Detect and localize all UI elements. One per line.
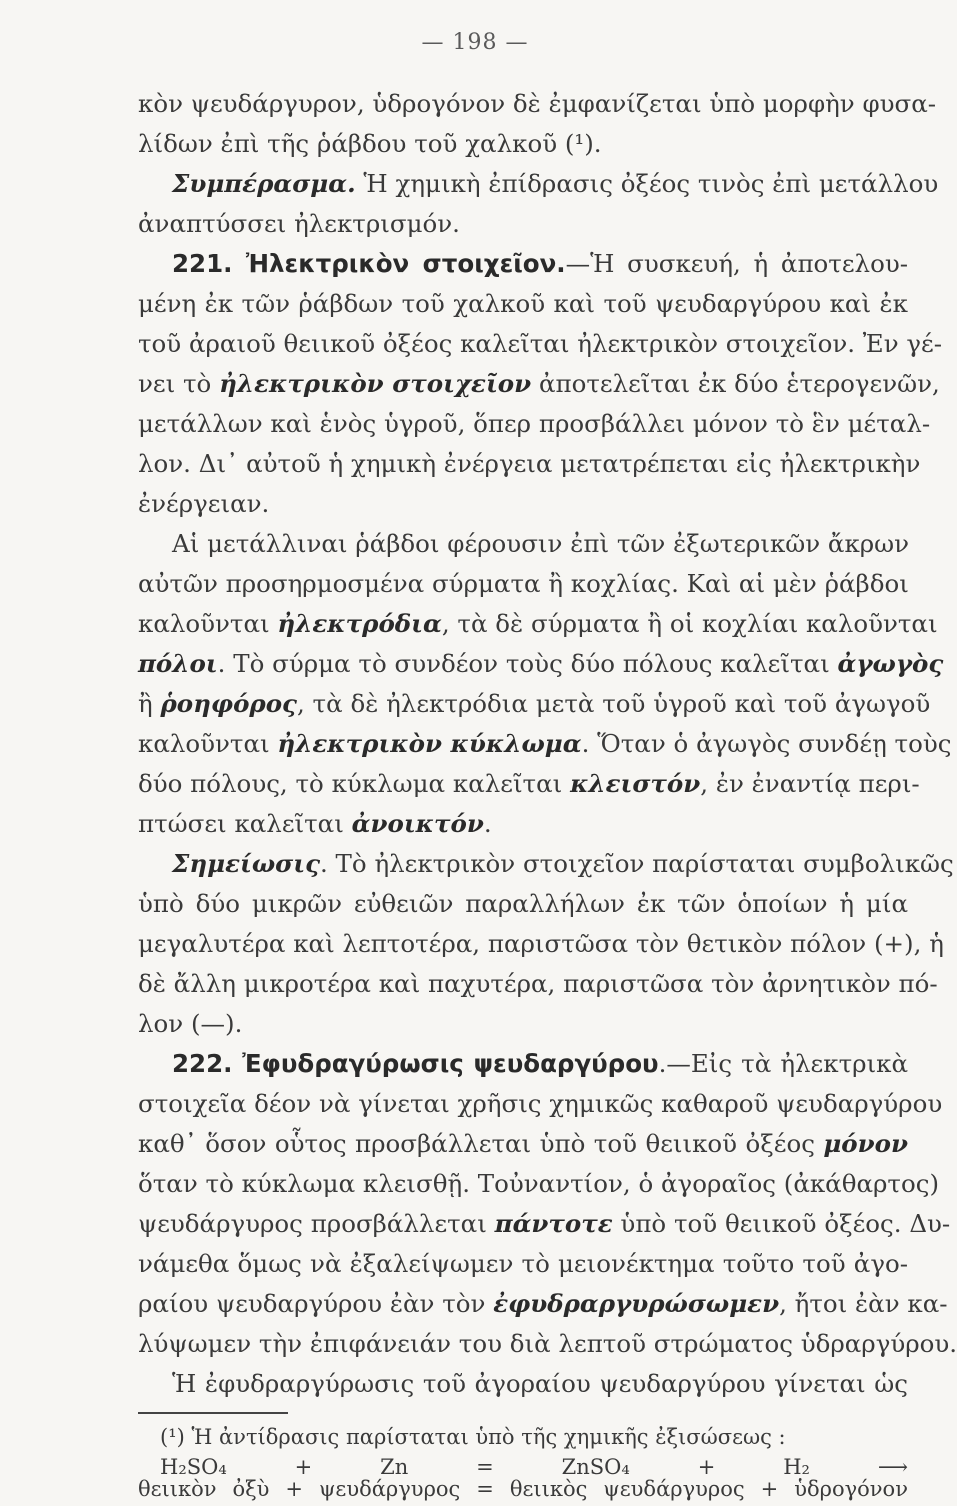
- page-number: — 198 —: [421, 30, 529, 55]
- emphasis-term: κλειστόν: [570, 769, 701, 798]
- section-heading-line: 222. Ἐφυδραγύρωσις ψευδαργύρου.—Εἰς τὰ ἠλεκτρικὰ: [172, 1049, 908, 1078]
- text-line: λύψωμεν τὴν ἐπιφάνειάν του διὰ λεπτοῦ στρώματος ὑδραργύρου.: [138, 1329, 957, 1358]
- paragraph-start-line: Σημείωσις. Τὸ ἠλεκτρικὸν στοιχεῖον παρίσταται συμβολικῶς: [172, 849, 954, 878]
- text-line: ἐνέργειαν.: [138, 489, 270, 518]
- text-line: ὑπὸ δύο μικρῶν εὐθειῶν παραλλήλων ἐκ τῶν ὁποίων ἡ μία: [138, 889, 908, 918]
- text-line: πόλοι. Τὸ σύρμα τὸ συνδέον τοὺς δύο πόλους καλεῖται ἀγωγὸς: [138, 649, 944, 678]
- text-line: πτώσει καλεῖται ἀνοικτόν.: [138, 809, 492, 838]
- text-line: δὲ ἄλλη μικροτέρα καὶ παχυτέρα, παριστῶσα τὸν ἀρνητικὸν πό-: [138, 969, 938, 998]
- text-line: λον (—).: [138, 1009, 243, 1038]
- text-line: νάμεθα ὅμως νὰ ἐξαλείψωμεν τὸ μειονέκτημα τοῦτο τοῦ ἀγο-: [138, 1249, 908, 1278]
- text-line: μετάλλων καὶ ἑνὸς ὑγροῦ, ὅπερ προσβάλλει μόνον τὸ ἓν μέταλ-: [138, 409, 931, 438]
- emphasis-term: πόλοι: [138, 649, 218, 678]
- text-line: δύο πόλους, τὸ κύκλωμα καλεῖται κλειστόν, ἐν ἐναντίᾳ περι-: [138, 769, 920, 798]
- text-line: μεγαλυτέρα καὶ λεπτοτέρα, παριστῶσα τὸν θετικὸν πόλον (+), ἡ: [138, 929, 944, 958]
- paragraph-start-line: Αἱ μετάλλιναι ῥάβδοι φέρουσιν ἐπὶ τῶν ἐξωτερικῶν ἄκρων: [172, 529, 910, 558]
- emphasis-term: μόνον: [823, 1129, 908, 1158]
- emphasis-term: ἠλεκτρικὸν στοιχεῖον: [219, 369, 532, 398]
- run-in-heading: Συμπέρασμα.: [172, 169, 356, 198]
- text-line: ὅταν τὸ κύκλωμα κλεισθῇ. Τοὐναντίον, ὁ ἀγοραῖος (ἀκάθαρτος): [138, 1169, 939, 1198]
- text-line: ψευδάργυρος προσβάλλεται πάντοτε ὑπὸ τοῦ θειικοῦ ὀξέος. Δυ-: [138, 1209, 951, 1238]
- text-line: ραίου ψευδαργύρου ἐὰν τὸν ἐφυδραργυρώσωμεν, ἤτοι ἐὰν κα-: [138, 1289, 948, 1318]
- run-in-heading: Σημείωσις: [172, 849, 320, 878]
- emphasis-term: ἀγωγὸς: [837, 649, 944, 678]
- text-line: νει τὸ ἠλεκτρικὸν στοιχεῖον ἀποτελεῖται ἐκ δύο ἑτερογενῶν,: [138, 369, 940, 398]
- text-line: κὸν ψευδάργυρον, ὑδρογόνον δὲ ἐμφανίζεται ὑπὸ μορφὴν φυσα-: [138, 89, 937, 118]
- text-line: καλοῦνται ἠλεκτρόδια, τὰ δὲ σύρματα ἢ οἱ κοχλίαι καλοῦνται: [138, 609, 938, 638]
- text-line: λον. Δι᾽ αὐτοῦ ἡ χημικὴ ἐνέργεια μετατρέπεται εἰς ἠλεκτρικὴν: [138, 449, 921, 478]
- text-line: λίδων ἐπὶ τῆς ῥάβδου τοῦ χαλκοῦ (¹).: [138, 129, 602, 158]
- text-line: καλοῦνται ἠλεκτρικὸν κύκλωμα. Ὅταν ὁ ἀγωγὸς συνδέῃ τοὺς: [138, 729, 952, 758]
- text-line: ἀναπτύσσει ἠλεκτρισμόν.: [138, 209, 460, 238]
- emphasis-term: ἐφυδραργυρώσωμεν: [493, 1289, 780, 1318]
- section-heading-line: 221. Ἠλεκτρικὸν στοιχεῖον.—Ἡ συσκευή, ἡ ἀποτελου-: [172, 249, 908, 278]
- text-line: ἢ ῥοηφόρος, τὰ δὲ ἠλεκτρόδια μετὰ τοῦ ὑγροῦ καὶ τοῦ ἀγωγοῦ: [138, 689, 931, 718]
- text-line: αὐτῶν προσηρμοσμένα σύρματα ἢ κοχλίας. Καὶ αἱ μὲν ῥάβδοι: [138, 569, 909, 598]
- text-line: στοιχεῖα δέον νὰ γίνεται χρῆσις χημικῶς καθαροῦ ψευδαργύρου: [138, 1089, 943, 1118]
- paragraph-start-line: Συμπέρασμα. Ἡ χημικὴ ἐπίδρασις ὀξέος τινὸς ἐπὶ μετάλλου: [172, 169, 939, 198]
- footnote-equation-words: θειικὸν ὀξὺ + ψευδάργυρος = θειικὸς ψευδάργυρος + ὑδρογόνον: [138, 1477, 908, 1501]
- emphasis-term: ἀνοικτόν: [351, 809, 484, 838]
- emphasis-term: πάντοτε: [494, 1209, 613, 1238]
- emphasis-term: ἠλεκτρικὸν κύκλωμα: [277, 729, 582, 758]
- paragraph-start-line: Ἡ ἐφυδραργύρωσις τοῦ ἀγοραίου ψευδαργύρου γίνεται ὡς: [172, 1369, 908, 1398]
- footnote-text: (¹) Ἡ ἀντίδρασις παρίσταται ὑπὸ τῆς χημικῆς ἐξισώσεως :: [160, 1425, 786, 1449]
- footnote-equation-formula: H₂SO₄ + Zn = ZnSO₄ + H₂ ⟶: [160, 1455, 908, 1479]
- emphasis-term: ῥοηφόρος: [160, 689, 297, 718]
- footnote-rule: [138, 1412, 288, 1414]
- text-line: τοῦ ἀραιοῦ θειικοῦ ὀξέος καλεῖται ἠλεκτρικὸν στοιχεῖον. Ἐν γέ-: [138, 329, 943, 358]
- emphasis-term: ἠλεκτρόδια: [277, 609, 442, 638]
- section-heading-221: 221. Ἠλεκτρικὸν στοιχεῖον.: [172, 249, 566, 278]
- text-line: μένη ἐκ τῶν ῥάβδων τοῦ χαλκοῦ καὶ τοῦ ψευδαργύρου καὶ ἐκ: [138, 289, 908, 318]
- section-heading-222: 222. Ἐφυδραγύρωσις ψευδαργύρου: [172, 1049, 659, 1078]
- text-line: καθ᾽ ὅσον οὗτος προσβάλλεται ὑπὸ τοῦ θειικοῦ ὀξέος μόνον: [138, 1129, 908, 1158]
